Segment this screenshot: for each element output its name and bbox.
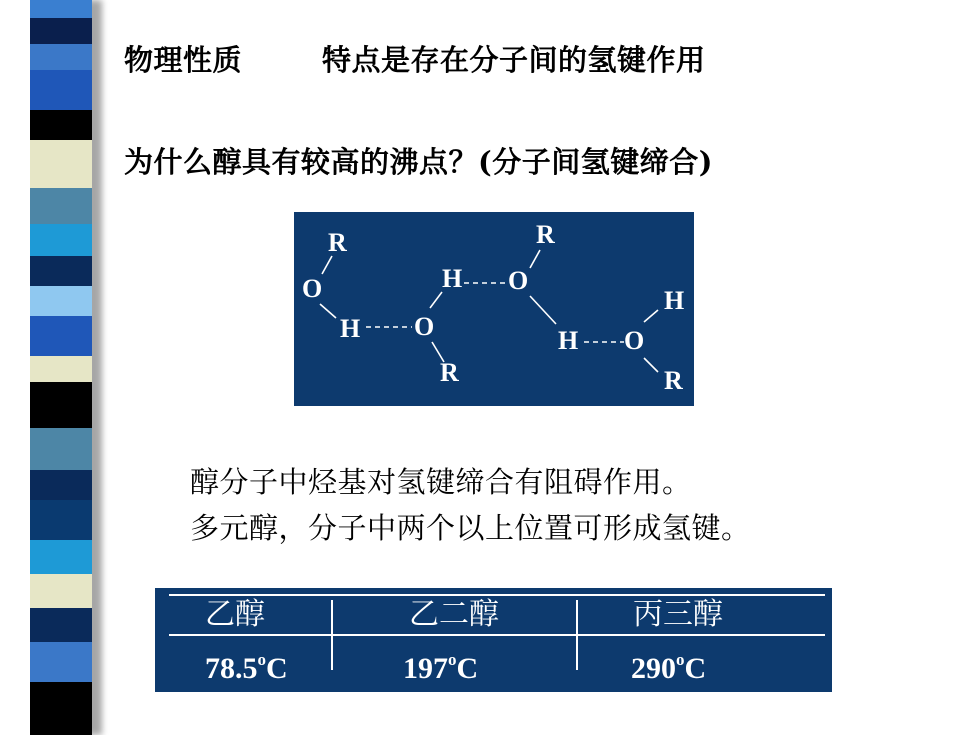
stripe xyxy=(30,574,92,608)
stripe xyxy=(30,188,92,224)
stripe xyxy=(30,140,92,188)
atom-o1: O xyxy=(302,274,323,303)
atom-o4: O xyxy=(624,326,645,355)
degree-symbol: o xyxy=(448,650,457,669)
stripe xyxy=(30,356,92,382)
stripe xyxy=(30,608,92,642)
stripe xyxy=(30,18,92,44)
table-value-cell xyxy=(631,650,707,685)
decorative-stripe-bar xyxy=(30,0,92,735)
stripe xyxy=(30,286,92,316)
table-header-cell: 丙三醇 xyxy=(633,597,723,632)
table-value-cell xyxy=(403,650,479,685)
atom-r2: R xyxy=(440,358,459,387)
stripe xyxy=(30,500,92,540)
section-label: 物理性质 xyxy=(124,43,243,77)
stripe xyxy=(30,382,92,428)
degree-symbol: o xyxy=(676,650,685,669)
atom-r1: R xyxy=(328,228,347,257)
atom-h2: H xyxy=(442,264,463,293)
bond-lines xyxy=(294,212,694,406)
stripe xyxy=(30,70,92,110)
table-header-cell: 乙二醇 xyxy=(409,597,499,632)
stripe xyxy=(30,44,92,70)
atom-o2: O xyxy=(414,312,435,341)
note-line-2: 多元醇，分子中两个以上位置可形成氢键。 xyxy=(190,511,751,545)
section-heading-text: 特点是存在分子间的氢键作用 xyxy=(322,43,706,77)
value-unit: C xyxy=(456,652,479,685)
value-number: 197 xyxy=(403,652,448,685)
stripe xyxy=(30,224,92,256)
stripe xyxy=(30,428,92,470)
stripe xyxy=(30,316,92,356)
table-header-cell: 乙醇 xyxy=(205,597,265,632)
atom-h1: H xyxy=(340,314,361,343)
table-header-rule xyxy=(169,634,825,636)
value-unit: C xyxy=(266,652,288,685)
atom-h4: H xyxy=(664,286,685,315)
stripe xyxy=(30,110,92,140)
stripe xyxy=(30,0,92,18)
table-column-divider xyxy=(331,600,333,670)
boiling-point-table xyxy=(155,588,832,692)
stripe xyxy=(30,470,92,500)
value-number: 290 xyxy=(631,652,676,685)
stripe xyxy=(30,256,92,286)
atom-r3: R xyxy=(536,220,555,249)
atom-o3: O xyxy=(508,266,529,295)
stripe xyxy=(30,540,92,574)
stripe xyxy=(30,682,92,735)
value-unit: C xyxy=(684,652,707,685)
atom-r4: R xyxy=(664,366,683,395)
atom-h3: H xyxy=(558,326,579,355)
stripe xyxy=(30,642,92,682)
question-text: 为什么醇具有较高的沸点？(分子间氢键缔合) xyxy=(124,145,713,179)
value-number: 78.5 xyxy=(205,652,258,685)
degree-symbol: o xyxy=(257,650,266,669)
table-column-divider xyxy=(576,600,578,670)
note-line-1: 醇分子中烃基对氢键缔合有阻碍作用。 xyxy=(190,465,692,499)
table-top-rule xyxy=(169,594,825,596)
hydrogen-bond-diagram xyxy=(294,212,694,406)
table-value-cell xyxy=(205,650,288,685)
